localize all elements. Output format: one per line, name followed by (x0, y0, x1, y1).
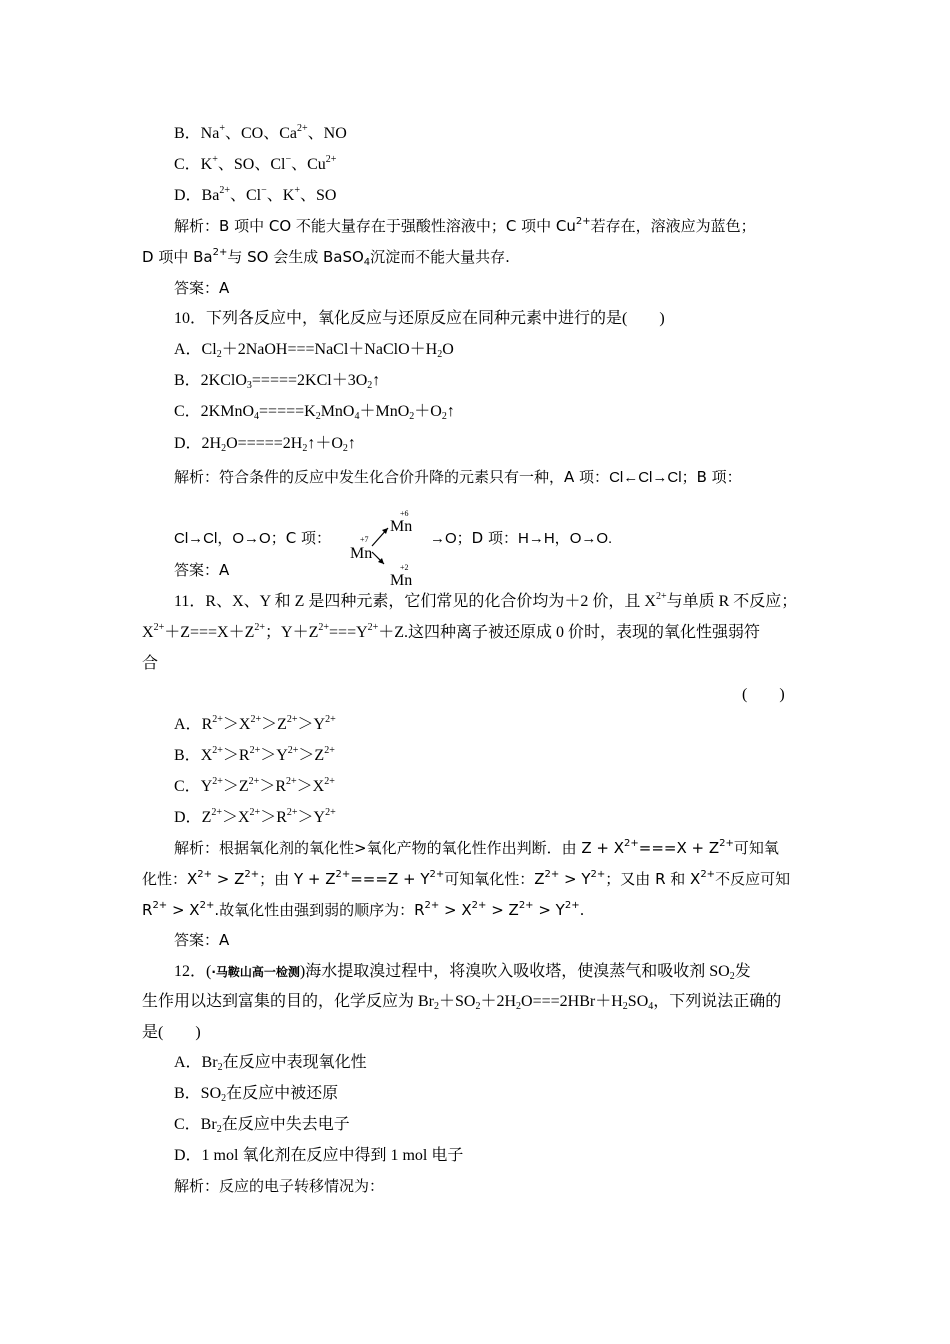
mn-center: Mn (350, 545, 373, 562)
q9-explanation-line1: 解析：B 项中 CO 不能大量存在于强酸性溶液中；C 项中 $Cu^{2+}$若存在，溶液应为蓝色； (174, 216, 756, 235)
q11-option-d: D．$Z^{2+}>X^{2+}>R^{2+}>Y^{2+}$ (174, 807, 336, 826)
q12-explanation: 解析：反应的电子转移情况为： (174, 1177, 385, 1195)
q10-explanation-line2: Cl→Cl，O→O；C 项： (174, 529, 331, 547)
q11-option-a: A．$R^{2+}>X^{2+}>Z^{2+}>Y^{2+}$ (174, 714, 336, 733)
mn-ox-center: +7 (360, 535, 369, 544)
q12-stem-line3: 是( ) (142, 1024, 201, 1041)
q11-explanation-line2: 化性：$X^{2+} > Z^{2+}$；由 $Y + Z^{2+}===Z + Y^{2+}$可知氧化性：$Z^{2+} > Y^{2+}$；又由 R 和 $X^{2+}$不反应可知 (142, 869, 791, 888)
q10-stem: 10．下列各反应中，氧化反应与还原反应在同种元素中进行的是( ) (174, 310, 665, 327)
q11-stem-line1: 11．R、X、Y 和 Z 是四种元素，它们常见的化合价均为＋2 价，且 $X^{2+}$与单质 R 不反应； (174, 591, 798, 610)
mn-bottom: Mn (390, 572, 413, 589)
q12-option-d: D．1 mol 氧化剂在反应中得到 1 mol 电子 (174, 1147, 464, 1164)
q12-stem-line1: 12．(·马鞍山高一检测)海水提取溴过程中，将溴吹入吸收塔，使溴蒸气和吸收剂 $SO_2$发 (174, 963, 751, 982)
q11-stem-line2: $X^{2+}+Z===X+Z^{2+}$；$Y+Z^{2+}===Y^{2+}+Z$.这四种离子被还原成 0 价时，表现的氧化性强弱符 (142, 622, 761, 641)
mn-valence-diagram (348, 506, 438, 590)
q10-explanation-line1: 解析：符合条件的反应中发生化合价升降的元素只有一种，A 项：Cl←Cl→Cl；B 项： (174, 468, 742, 486)
q12-source: ·马鞍山高一检测 (211, 965, 300, 979)
mn-top: Mn (390, 518, 413, 535)
q9-explanation-line2: D 项中 $Ba^{2+}$与 SO 会生成 BaSO$_4$沉淀而不能大量共存. (142, 247, 510, 268)
q11-explanation-line3: $R^{2+} > X^{2+}$.故氧化性由强到弱的顺序为：$R^{2+} > X^{2+} > Z^{2+} > Y^{2+}$. (142, 900, 585, 919)
q11-option-c: C．$Y^{2+}>Z^{2+}>R^{2+}>X^{2+}$ (174, 776, 335, 795)
q9-option-d: D．$Ba^{2+}$、Cl−、K+、SO (174, 185, 337, 204)
q11-explanation-line1: 解析：根据氧化剂的氧化性>氧化产物的氧化性作出判断．由 $Z + X^{2+}===X + Z^{2+}$可知氧 (174, 838, 779, 857)
q10-option-d: D．$2H_2O=====2H_2↑+O_2↑$ (174, 435, 356, 454)
q11-answer-blank: ( ) (742, 686, 785, 703)
mn-ox-bottom: +2 (400, 563, 409, 572)
mn-ox-top: +6 (400, 509, 409, 518)
q10-answer: 答案：A (174, 561, 230, 579)
q9-option-b: B．Na+、CO、$Ca^{2+}$、NO (174, 123, 347, 142)
q12-option-a: A．$Br_2$在反应中表现氧化性 (174, 1054, 367, 1073)
q9-option-c: C．K+、SO、Cl−、$Cu^{2+}$ (174, 154, 337, 173)
q9-answer: 答案：A (174, 279, 230, 297)
q10-explanation-line2-tail: →O；D 项：H→H，O→O. (430, 529, 613, 547)
q11-answer: 答案：A (174, 931, 230, 949)
q12-option-b: B．$SO_2$在反应中被还原 (174, 1085, 339, 1104)
q10-option-a: A．$Cl_2+2NaOH===NaCl+NaClO+H_2O$ (174, 341, 454, 360)
q10-option-c: C．$2KMnO_4=====K_2MnO_4+MnO_2+O_2↑$ (174, 403, 455, 422)
q12-option-c: C．$Br_2$在反应中失去电子 (174, 1116, 350, 1135)
q11-option-b: B．$X^{2+}>R^{2+}>Y^{2+}>Z^{2+}$ (174, 745, 335, 764)
q10-option-b: B．$2KClO_3=====2KCl+3O_2↑$ (174, 372, 381, 391)
q11-stem-line3: 合 (142, 655, 159, 672)
q12-stem-line2: 生作用以达到富集的目的，化学反应为 $Br_2+SO_2+2H_2O===2HBr+H_2SO_4$，下列说法正确的 (142, 993, 782, 1012)
